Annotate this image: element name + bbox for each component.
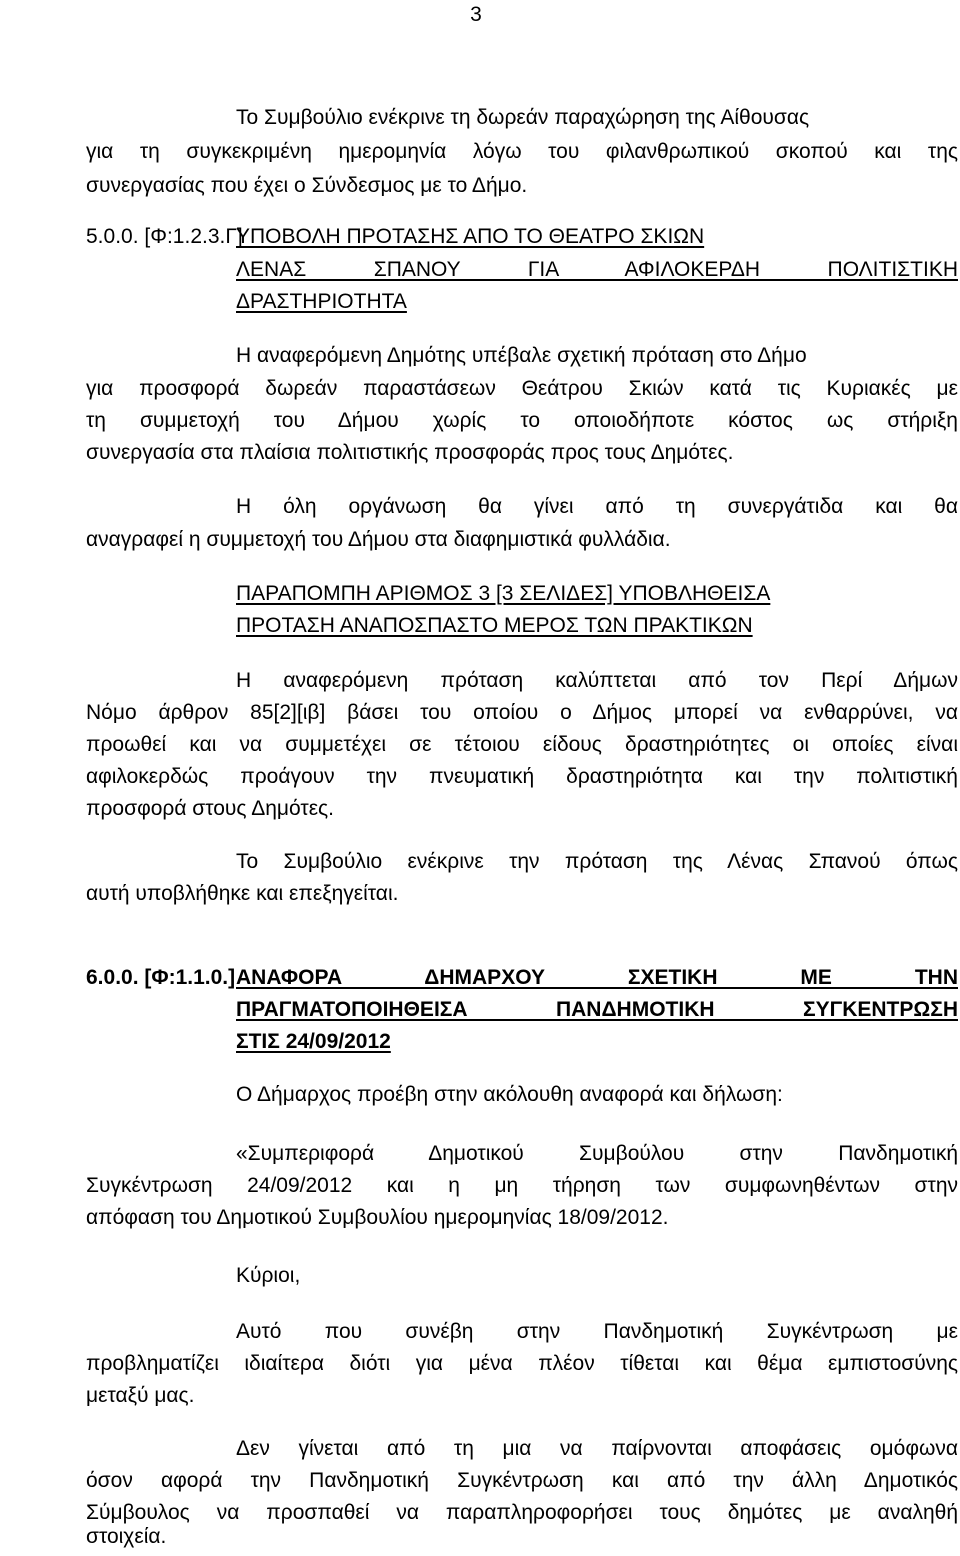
item6-salutation: Κύριοι, [236, 1264, 301, 1287]
intro-line-3: συνεργασίας που έχει ο Σύνδεσμος με το Δήμο. [86, 174, 528, 197]
item5-p1-line-1: Η αναφερόμενη Δημότης υπέβαλε σχετική πρόταση στο Δήμο [236, 344, 807, 367]
item5-p3-line-2: Νόμο άρθρον 85[2][ιβ] βάσει του οποίου ο Δήμος μπορεί να ενθαρρύνει, να [86, 701, 958, 724]
item5-p1-line-4: συνεργασία στα πλαίσια πολιτιστικής προσφοράς προς τους Δημότες. [86, 441, 734, 464]
item5-title-line-1: ΥΠΟΒΟΛΗ ΠΡΟΤΑΣΗΣ ΑΠΟ ΤΟ ΘΕΑΤΡΟ ΣΚΙΩΝ [236, 225, 705, 248]
item5-p1-line-2: για προσφορά δωρεάν παραστάσεων Θεάτρου Σκιών κατά τις Κυριακές με [86, 377, 958, 400]
item6-pa-line-1: Αυτό που συνέβη στην Πανδημοτική Συγκέντρωση με [236, 1320, 958, 1343]
item6-reference: 6.0.0. [Φ:1.1.0.] [86, 966, 236, 989]
item6-intro-line: Ο Δήμαρχος προέβη στην ακόλουθη αναφορά και δήλωση: [236, 1083, 783, 1106]
item5-title-line-3: ΔΡΑΣΤΗΡΙΟΤΗΤΑ [236, 290, 407, 313]
item6-pa-line-2: προβληματίζει ιδιαίτερα διότι για μένα πλέον τίθεται και θέμα εμπιστοσύνης [86, 1352, 958, 1375]
item6-pb-line-2: όσον αφορά την Πανδημοτική Συγκέντρωση και από την άλλη Δημοτικός [86, 1469, 958, 1492]
item5-title-line-2: ΛΕΝΑΣ ΣΠΑΝΟΥ ΓΙΑ ΑΦΙΛΟΚΕΡΔΗ ΠΟΛΙΤΙΣΤΙΚΗ [236, 258, 958, 281]
intro-line-2: για τη συγκεκριμένη ημερομηνία λόγω του φιλανθρωπικού σκοπού και της [86, 140, 958, 163]
item6-quote-line-2: Συγκέντρωση 24/09/2012 και η μη τήρηση των συμφωνηθέντων στην [86, 1174, 958, 1197]
item5-p3-line-5: προσφορά στους Δημότες. [86, 797, 335, 820]
item6-pa-line-3: μεταξύ μας. [86, 1384, 195, 1407]
intro-line-1: Το Συμβούλιο ενέκρινε τη δωρεάν παραχώρηση της Αίθουσας [236, 106, 810, 129]
item6-title-line-3: ΣΤΙΣ 24/09/2012 [236, 1030, 391, 1053]
item5-decision-line-1: Το Συμβούλιο ενέκρινε την πρόταση της Λένας Σπανού όπως [236, 850, 958, 873]
item5-annex-line-1: ΠΑΡΑΠΟΜΠΗ ΑΡΙΘΜΟΣ 3 [3 ΣΕΛΙΔΕΣ] ΥΠΟΒΛΗΘΕΙΣΑ [236, 582, 771, 605]
item6-pb-line-4: στοιχεία. [86, 1525, 167, 1548]
item5-annex-line-2: ΠΡΟΤΑΣΗ ΑΝΑΠΟΣΠΑΣΤΟ ΜΕΡΟΣ ΤΩΝ ΠΡΑΚΤΙΚΩΝ [236, 614, 753, 637]
item5-p3-line-3: προωθεί και να συμμετέχει σε τέτοιου είδους δραστηριότητες οι οποίες είναι [86, 733, 958, 756]
item6-quote-line-1: «Συμπεριφορά Δημοτικού Συμβούλου στην Πανδημοτική [236, 1142, 958, 1165]
item6-quote-line-3: απόφαση του Δημοτικού Συμβουλίου ημερομηνίας 18/09/2012. [86, 1206, 669, 1229]
item5-p2-line-2: αναγραφεί η συμμετοχή του Δήμου στα διαφημιστικά φυλλάδια. [86, 528, 671, 551]
item5-reference: 5.0.0. [Φ:1.2.3.Γ] [86, 225, 243, 248]
item6-title-line-2: ΠΡΑΓΜΑΤΟΠΟΙΗΘΕΙΣΑ ΠΑΝΔΗΜΟΤΙΚΗ ΣΥΓΚΕΝΤΡΩΣΗ [236, 998, 958, 1021]
item5-decision-line-2: αυτή υποβλήθηκε και επεξηγείται. [86, 882, 399, 905]
page-number: 3 [470, 3, 482, 26]
item5-p3-line-4: αφιλοκερδώς προάγουν την πνευματική δραστηριότητα και την πολιτιστική [86, 765, 958, 788]
item5-p1-line-3: τη συμμετοχή του Δήμου χωρίς το οποιοδήποτε κόστος ως στήριξη [86, 409, 958, 432]
item6-pb-line-1: Δεν γίνεται από τη μια να παίρνονται αποφάσεις ομόφωνα [236, 1437, 958, 1460]
item6-title-line-1: ΑΝΑΦΟΡΑ ΔΗΜΑΡΧΟΥ ΣΧΕΤΙΚΗ ΜΕ ΤΗΝ [236, 966, 958, 989]
item5-p2-line-1: Η όλη οργάνωση θα γίνει από τη συνεργάτιδα και θα [236, 495, 958, 518]
item5-p3-line-1: Η αναφερόμενη πρόταση καλύπτεται από τον Περί Δήμων [236, 669, 958, 692]
item6-pb-line-3: Σύμβουλος να προσπαθεί να παραπληροφορήσει τους δημότες με αναληθή [86, 1501, 958, 1524]
